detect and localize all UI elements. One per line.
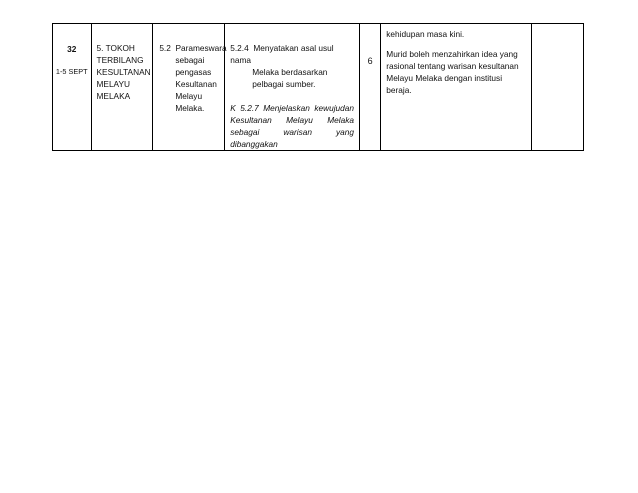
standard-line: Melayu bbox=[175, 91, 203, 101]
ke-line: dibanggakan bbox=[230, 139, 278, 149]
standard-line: sebagai bbox=[175, 55, 205, 65]
topic-line: MELAKA bbox=[96, 91, 131, 101]
ke-statement bbox=[230, 102, 354, 150]
content-standard-cell bbox=[153, 24, 225, 151]
standard-line: Kesultanan bbox=[175, 79, 217, 89]
lo-line: pelbagai sumber. bbox=[252, 79, 316, 89]
topic-line: MELAYU bbox=[96, 79, 131, 89]
table-row bbox=[53, 24, 584, 151]
notes-main: Murid boleh menzahirkan idea yang rasional tentang warisan kesultanan Melayu Melaka dengan institusi beraja. bbox=[386, 49, 519, 95]
empty-cell bbox=[532, 24, 584, 151]
ke-line: K 5.2.7 Menjelaskan kewujudan bbox=[230, 103, 355, 113]
standard-line: pengasas bbox=[175, 67, 212, 77]
week-cell bbox=[53, 24, 92, 151]
lesson-plan-table bbox=[52, 23, 584, 151]
week-dates: 1-5 SEPT bbox=[55, 67, 88, 76]
notes-cell bbox=[381, 24, 532, 151]
standard-line: Melaka. bbox=[175, 103, 205, 113]
ke-line: sebagai warisan yang bbox=[230, 127, 355, 137]
learning-standard-cell bbox=[225, 24, 360, 151]
topic-cell bbox=[91, 24, 153, 151]
time-cell bbox=[360, 24, 381, 151]
topic-line: KESULTANAN bbox=[96, 67, 151, 77]
standard-code: 5.2 bbox=[159, 43, 171, 53]
ke-line: Kesultanan Melayu Melaka bbox=[230, 115, 355, 125]
lo-line: Menyatakan asal usul nama bbox=[230, 43, 334, 65]
topic-line: TERBILANG bbox=[96, 55, 144, 65]
standard-line: Parameswara bbox=[175, 43, 227, 53]
topic-line: 5. TOKOH bbox=[96, 43, 135, 53]
week-number: 32 bbox=[67, 44, 77, 54]
lo-line: Melaka berdasarkan bbox=[252, 67, 328, 77]
notes-top: kehidupan masa kini. bbox=[386, 29, 465, 39]
time-value: 6 bbox=[367, 56, 373, 66]
lo-code: 5.2.4 bbox=[230, 43, 249, 53]
